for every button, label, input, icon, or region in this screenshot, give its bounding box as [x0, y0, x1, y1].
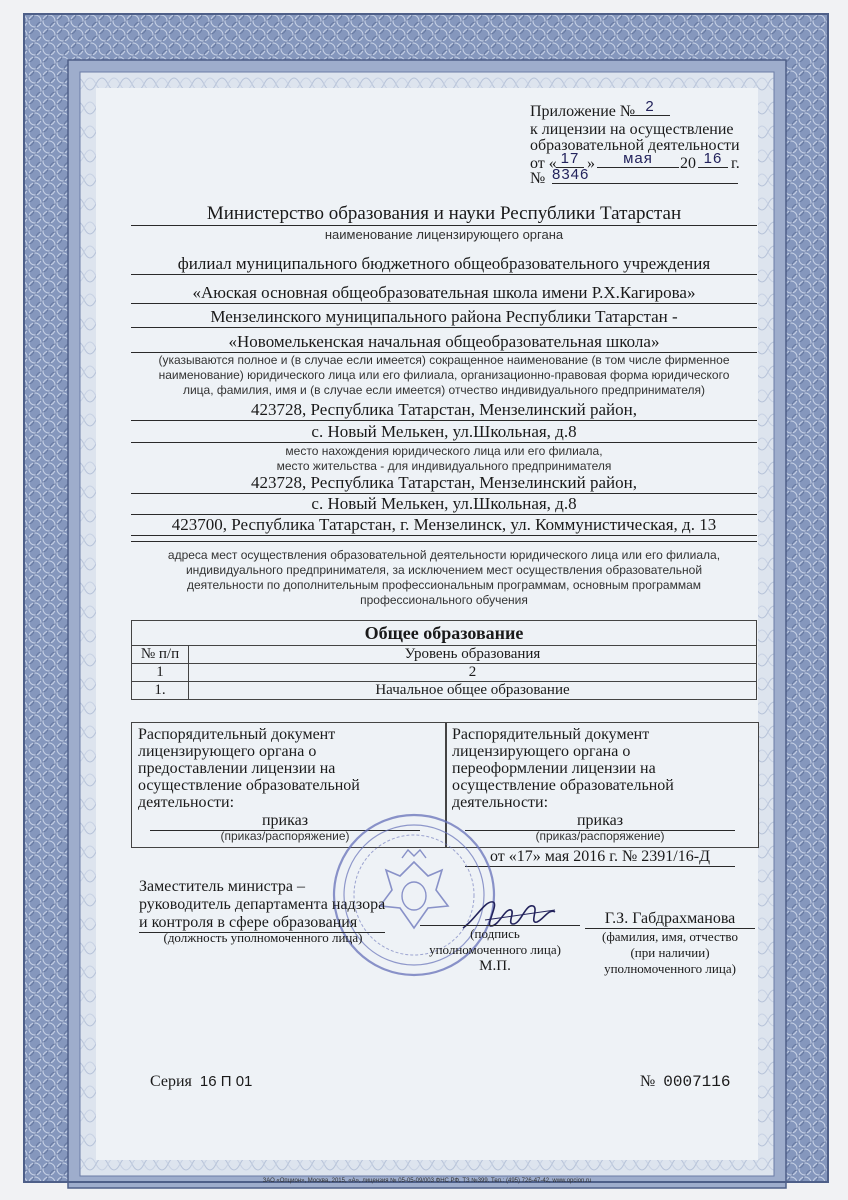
signature-caption: [410, 926, 580, 974]
address2-line2: с. Новый Мелькен, ул.Школьная, д.8: [131, 494, 757, 515]
grant-doc-line3: предоставлении лицензии на: [138, 760, 336, 777]
grant-doc-line2: лицензирующего органа о: [138, 743, 317, 760]
blank-address-line: [131, 541, 757, 542]
reissue-doc-line2: лицензирующего органа о: [452, 743, 631, 760]
form-number-block: [640, 1073, 730, 1091]
signer-name: Г.З. Габдрахманова: [585, 910, 755, 929]
name-caption-2: (при наличии): [630, 945, 710, 960]
name-caption-3: лица, фамилия, имя и (в случае если имеется) отчество индивидуального предпринимателя): [182, 383, 706, 397]
places-caption-2: индивидуального предпринимателя, за исключением мест осуществления образовательной: [185, 563, 703, 577]
name-caption-2: наименование) юридического лица или его филиала, организационно-правовая форма юридического: [158, 368, 730, 382]
series-value: 16 П 01: [199, 1073, 253, 1090]
district-line: Мензелинского муниципального района Республики Татарстан -: [131, 307, 757, 328]
address2-line1: 423728, Республика Татарстан, Мензелинский район,: [131, 473, 757, 494]
date-month: мая: [597, 150, 679, 168]
position-line3: и контроля в сфере образования: [139, 914, 385, 933]
date-year-suffix: 16: [698, 150, 728, 168]
grant-doc-line5: деятельности:: [138, 794, 235, 811]
branch-name: «Новомелькенская начальная общеобразовательная школа»: [131, 332, 757, 353]
branch-line: филиал муниципального бюджетного общеобразовательного учреждения: [131, 254, 757, 275]
education-table: [131, 620, 757, 700]
name-caption-1: (указываются полное и (в случае если имеется) сокращенное наименование (в том числе фирменное: [158, 353, 730, 367]
position-line2: руководитель департамента надзора: [139, 896, 386, 913]
table-row: [132, 682, 757, 700]
printer-info: ЗАО «Опцион», Москва, 2015, «А», лицензия № 05-05-09/003 ФНС РФ, ТЗ №399. Тел.: (495) 726-47-42, www.opcion.ru: [262, 1178, 592, 1184]
grant-doc-caption: (приказ/распоряжение): [220, 829, 350, 843]
signer-name-caption: [585, 929, 755, 977]
address1-line2: с. Новый Мелькен, ул.Школьная, д.8: [131, 422, 757, 443]
license-number-label: №: [530, 170, 546, 187]
reissue-doc-line4: осуществление образовательной: [452, 777, 674, 794]
reissue-doc-line1: Распорядительный документ: [452, 726, 650, 743]
series-label: Серия: [150, 1073, 192, 1090]
license-number: 8346: [552, 166, 738, 184]
col-level-header: Уровень образования: [189, 646, 757, 664]
appendix-number: 2: [630, 98, 670, 116]
reissue-doc-line5: деятельности:: [452, 794, 549, 811]
form-number-value: 0007116: [663, 1073, 731, 1091]
appendix-label: Приложение №: [530, 103, 636, 120]
row-num: 1.: [132, 682, 189, 700]
places-caption-4: профессионального обучения: [360, 593, 528, 607]
ministry-caption: наименование лицензирующего органа: [324, 227, 564, 242]
places-caption-1: адреса мест осуществления образовательной деятельности юридического лица или его филиала,: [167, 548, 721, 562]
date-year-prefix: 20: [680, 155, 696, 172]
ministry-name: Министерство образования и науки Республики Татарстан: [131, 203, 757, 226]
position-line1: Заместитель министра –: [139, 878, 305, 895]
name-caption-1: (фамилия, имя, отчество: [602, 929, 738, 944]
reissue-doc-ref: от «17» мая 2016 г. № 2391/16-Д: [465, 848, 735, 867]
grant-doc-line4: осуществление образовательной: [138, 777, 360, 794]
address3: 423700, Республика Татарстан, г. Мензелинск, ул. Коммунистическая, д. 13: [131, 515, 757, 536]
date-year-unit: г.: [731, 155, 740, 172]
places-caption-3: деятельности по дополнительным профессиональным программам, основным программам: [186, 578, 702, 592]
education-table-title: Общее образование: [132, 621, 757, 646]
date-prefix: от «: [530, 155, 557, 172]
reissue-doc-text: [452, 726, 674, 811]
date-day: 17: [556, 150, 584, 168]
row-level: Начальное общее образование: [189, 682, 757, 700]
signer-position: [139, 878, 385, 933]
to-license-line2: образовательной деятельности: [530, 137, 740, 154]
grant-doc-type: приказ: [150, 812, 420, 831]
to-license-line1: к лицензии на осуществление: [530, 121, 734, 138]
position-caption: (должность уполномоченного лица): [163, 930, 363, 945]
reissue-doc-type: приказ: [465, 812, 735, 831]
col-num-header: № п/п: [132, 646, 189, 664]
school-line: «Аюская основная общеобразовательная школа имени Р.Х.Кагирова»: [131, 283, 757, 304]
name-caption-3: уполномоченного лица): [604, 961, 736, 976]
date-mid: »: [587, 155, 595, 172]
sign-caption-1: (подпись: [470, 926, 520, 941]
col-num-index: 1: [132, 664, 189, 682]
grant-doc-line1: Распорядительный документ: [138, 726, 336, 743]
address1-line1: 423728, Республика Татарстан, Мензелинский район,: [131, 400, 757, 421]
col-level-index: 2: [189, 664, 757, 682]
reissue-doc-line3: переоформлении лицензии на: [452, 760, 656, 777]
series-block: [150, 1073, 252, 1091]
address-caption-1: место нахождения юридического лица или его филиала,: [285, 444, 603, 458]
grant-doc-text: [138, 726, 360, 811]
form-number-label: №: [640, 1073, 656, 1090]
stamp-place: М.П.: [479, 958, 511, 974]
reissue-doc-caption: (приказ/распоряжение): [535, 829, 665, 843]
sign-caption-2: уполномоченного лица): [429, 942, 561, 957]
address-caption-2: место жительства - для индивидуального предпринимателя: [276, 459, 612, 473]
